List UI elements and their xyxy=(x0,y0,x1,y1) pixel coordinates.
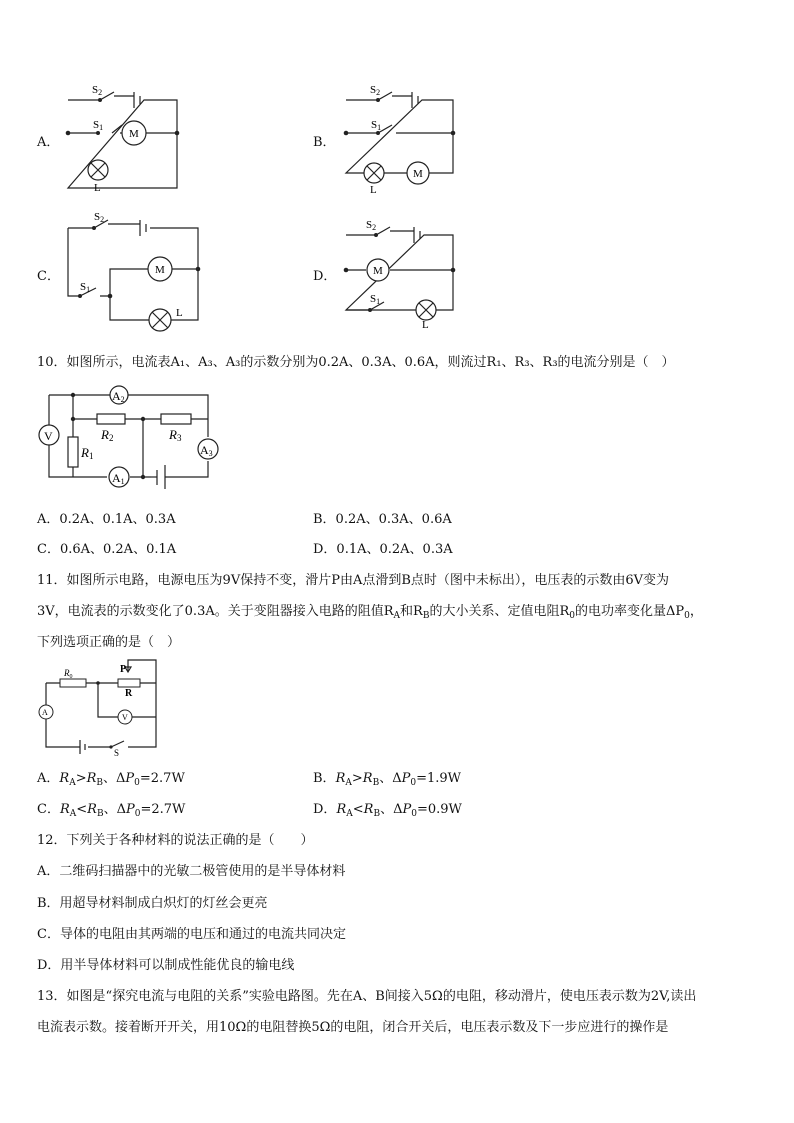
svg-text:R1: R1 xyxy=(81,445,94,461)
svg-text:M: M xyxy=(373,265,383,277)
svg-text:R: R xyxy=(125,688,133,699)
q10-option-b: B．0.2A、0.3A、0.6A xyxy=(313,512,452,527)
svg-text:R2: R2 xyxy=(101,427,114,443)
q13-stem-line1: 13．如图是“探究电流与电阻的关系”实验电路图。先在A、B间接入5Ω的电阻，移动滑片，使电压表示数为2V,读出 xyxy=(37,989,697,1004)
svg-text:S2: S2 xyxy=(366,219,377,232)
svg-text:V: V xyxy=(122,713,128,722)
option-d-letter: D． xyxy=(313,269,337,284)
option-a-letter: A． xyxy=(37,135,60,150)
option-b-letter: B． xyxy=(313,135,336,150)
svg-text:S1: S1 xyxy=(370,293,381,306)
svg-text:R3: R3 xyxy=(169,427,182,443)
lamp-label: L xyxy=(94,182,101,194)
q10-option-a: A．0.2A、0.1A、0.3A xyxy=(37,512,176,527)
circuit-diagram-c xyxy=(60,208,210,328)
circuit-diagram-b xyxy=(338,80,468,195)
svg-text:S1: S1 xyxy=(371,119,382,132)
q11-option-c: C．$R_A<R_B$、$\Delta P_0=2.7W$ xyxy=(37,802,186,819)
svg-text:S2: S2 xyxy=(370,84,381,97)
q13-stem-line2: 电流表示数。接着断开开关，用10Ω的电阻替换5Ω的电阻，闭合开关后，电压表示数及下一步应进行的操作是 xyxy=(37,1020,669,1035)
a2-label: A2 xyxy=(112,389,125,404)
svg-text:M: M xyxy=(155,264,165,276)
svg-text:L: L xyxy=(422,319,429,331)
q11-option-d: D．$R_A<R_B$、$\Delta P_0=0.9W$ xyxy=(313,802,462,819)
s2-label: S2 xyxy=(92,84,103,97)
q11-circuit-diagram xyxy=(38,660,168,758)
q11-stem-line2: 3V，电流表的示数变化了0.3A。关于变阻器接入电路的阻值$R_A$和$R_B$的大小关系、定值电阻$R_0$的电功率变化量$\Delta P_0$， xyxy=(37,604,703,621)
circuit-diagram-a xyxy=(60,80,190,195)
svg-text:A: A xyxy=(42,708,48,717)
motor-label: M xyxy=(129,128,139,140)
svg-text:S: S xyxy=(114,748,120,758)
svg-text:A1: A1 xyxy=(112,471,125,486)
option-c-letter: C． xyxy=(37,269,60,284)
q12-option-c: C．导体的电阻由其两端的电压和通过的电流共同决定 xyxy=(37,927,346,942)
q12-stem: 12．下列关于各种材料的说法正确的是（ ） xyxy=(37,833,314,848)
svg-text:L: L xyxy=(176,307,183,319)
q11-stem-line1: 11．如图所示电路，电源电压为9V保持不变，滑片P由A点滑到B点时（图中未标出），电压表的示数由6V变为 xyxy=(37,573,670,588)
q12-option-a: A．二维码扫描器中的光敏二极管使用的是半导体材料 xyxy=(37,864,346,879)
svg-text:M: M xyxy=(413,168,423,180)
q12-option-b: B．用超导材料制成白炽灯的灯丝会更亮 xyxy=(37,896,268,911)
circuit-diagram-d xyxy=(338,215,468,330)
s1-label: S1 xyxy=(93,119,104,132)
q10-circuit-diagram xyxy=(35,385,225,500)
svg-text:L: L xyxy=(370,184,377,196)
q12-option-d: D．用半导体材料可以制成性能优良的输电线 xyxy=(37,958,295,973)
svg-text:S1: S1 xyxy=(80,281,91,294)
q11-option-a: A．$R_A>R_B$、$\Delta P_0=2.7W$ xyxy=(37,771,185,788)
q10-stem: 10．如图所示，电流表A₁、A₃、A₃的示数分别为0.2A、0.3A、0.6A，则流过R₁、R₃、R₃的电流分别是（ ） xyxy=(37,355,675,370)
svg-text:P: P xyxy=(120,664,127,675)
q10-option-d: D．0.1A、0.2A、0.3A xyxy=(313,542,453,557)
v-label: V xyxy=(44,429,53,443)
q10-option-c: C．0.6A、0.2A、0.1A xyxy=(37,542,177,557)
q11-stem-line3: 下列选项正确的是（ ） xyxy=(37,635,181,650)
q11-option-b: B．$R_A>R_B$、$\Delta P_0=1.9W$ xyxy=(313,771,461,788)
svg-text:R0: $R_0$ xyxy=(64,668,73,680)
svg-text:S2: S2 xyxy=(94,211,105,224)
svg-text:A3: A3 xyxy=(200,443,213,458)
